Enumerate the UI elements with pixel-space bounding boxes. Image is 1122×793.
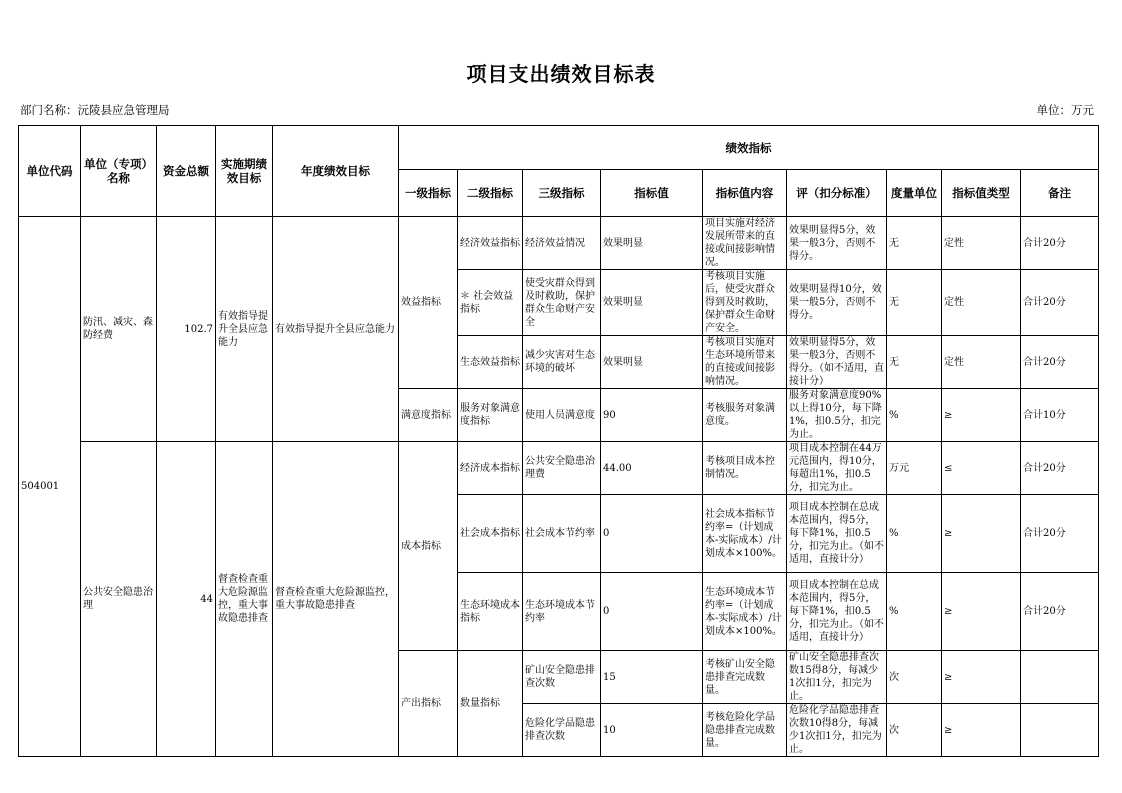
type-cell: ≥ xyxy=(942,704,1021,757)
remark-cell xyxy=(1021,651,1099,704)
value-cell: 0 xyxy=(601,573,703,651)
header-type: 指标值类型 xyxy=(942,170,1021,217)
value-cell: 效果明显 xyxy=(601,270,703,336)
value-cell: 10 xyxy=(601,704,703,757)
level3-cell: 减少灾害对生态环境的破坏 xyxy=(523,336,601,389)
content-cell: 考核项目实施后，使受灾群众得到及时救助，保护群众生命财产安全。 xyxy=(703,270,787,336)
remark-cell xyxy=(1021,704,1099,757)
value-cell: 15 xyxy=(601,651,703,704)
level3-cell: 使受灾群众得到及时救助，保护群众生命财产安全 xyxy=(523,270,601,336)
header-level3: 三级指标 xyxy=(523,170,601,217)
level2-cell: 数量指标 xyxy=(458,651,523,757)
content-cell: 社会成本指标节约率=（计划成本-实际成本）/计划成本×100%。 xyxy=(703,495,787,573)
level3-cell: 矿山安全隐患排查次数 xyxy=(523,651,601,704)
score-cell: 服务对象满意度90%以上得10分，每下降1%，扣0.5分，扣完为止。 xyxy=(787,389,887,442)
level3-cell: 社会成本节约率 xyxy=(523,495,601,573)
project-funds-cell: 102.7 xyxy=(157,217,216,442)
header-unit-code: 单位代码 xyxy=(19,126,81,217)
measure-cell: % xyxy=(887,389,942,442)
measure-cell: 无 xyxy=(887,270,942,336)
level2-cell: 经济成本指标 xyxy=(458,442,523,495)
header-funds: 资金总额 xyxy=(157,126,216,217)
currency-unit: 单位：万元 xyxy=(1036,103,1094,117)
project-name-cell: 公共安全隐患治理 xyxy=(81,442,157,757)
level2-cell: 生态环境成本指标 xyxy=(458,573,523,651)
header-unit-name: 单位（专项）名称 xyxy=(81,126,157,217)
annual-goal-cell: 督查检查重大危险源监控，重大事故隐患排查 xyxy=(273,442,399,757)
unit-code-cell: 504001 xyxy=(19,217,81,757)
header-row-1 xyxy=(19,126,1099,170)
value-cell: 效果明显 xyxy=(601,217,703,270)
level3-cell: 生态环境成本节约率 xyxy=(523,573,601,651)
header-content: 指标值内容 xyxy=(703,170,787,217)
level2-cell: 社会成本指标 xyxy=(458,495,523,573)
table-row xyxy=(19,442,1099,495)
remark-cell: 合计20分 xyxy=(1021,270,1099,336)
remark-cell: 合计20分 xyxy=(1021,442,1099,495)
project-funds-cell: 44 xyxy=(157,442,216,757)
level1-cell: 产出指标 xyxy=(399,651,458,757)
content-cell: 项目实施对经济发展所带来的直接或间接影响情况。 xyxy=(703,217,787,270)
score-cell: 项目成本控制在总成本范围内，得5分，每下降1%，扣0.5分，扣完为止。（如不适用，直接计分） xyxy=(787,495,887,573)
level1-cell: 满意度指标 xyxy=(399,389,458,442)
period-goal-cell: 督查检查重大危险源监控，重大事故隐患排查 xyxy=(216,442,273,757)
level1-cell: 效益指标 xyxy=(399,217,458,389)
remark-cell: 合计20分 xyxy=(1021,336,1099,389)
header-period-goal: 实施期绩效目标 xyxy=(216,126,273,217)
table-row xyxy=(19,217,1099,270)
score-cell: 项目成本控制在总成本范围内，得5分，每下降1%，扣0.5分，扣完为止。（如不适用，直接计分） xyxy=(787,573,887,651)
value-cell: 90 xyxy=(601,389,703,442)
remark-cell: 合计20分 xyxy=(1021,217,1099,270)
level1-cell: 成本指标 xyxy=(399,442,458,651)
value-cell: 44.00 xyxy=(601,442,703,495)
level3-cell: 危险化学品隐患排查次数 xyxy=(523,704,601,757)
level3-cell: 公共安全隐患治理费 xyxy=(523,442,601,495)
header-performance: 绩效指标 xyxy=(399,126,1099,170)
type-cell: 定性 xyxy=(942,270,1021,336)
measure-cell: 次 xyxy=(887,704,942,757)
type-cell: ≤ xyxy=(942,442,1021,495)
level2-cell: ＊ 社会效益指标 xyxy=(458,270,523,336)
measure-cell: 无 xyxy=(887,336,942,389)
content-cell: 生态环境成本节约率=（计划成本-实际成本）/计划成本×100%。 xyxy=(703,573,787,651)
period-goal-cell: 有效指导提升全县应急能力 xyxy=(216,217,273,442)
measure-cell: 万元 xyxy=(887,442,942,495)
type-cell: ≥ xyxy=(942,389,1021,442)
header-remark: 备注 xyxy=(1021,170,1099,217)
page-title: 项目支出绩效目标表 xyxy=(466,62,656,86)
measure-cell: % xyxy=(887,495,942,573)
remark-cell: 合计20分 xyxy=(1021,573,1099,651)
remark-cell: 合计20分 xyxy=(1021,495,1099,573)
type-cell: 定性 xyxy=(942,217,1021,270)
score-cell: 效果明显得5分，效果一般3分，否则不得分。（如不适用，直接计分） xyxy=(787,336,887,389)
measure-cell: 无 xyxy=(887,217,942,270)
measure-cell: % xyxy=(887,573,942,651)
remark-cell: 合计10分 xyxy=(1021,389,1099,442)
level3-cell: 经济效益情况 xyxy=(523,217,601,270)
department-name: 部门名称：沅陵县应急管理局 xyxy=(20,103,170,117)
content-cell: 考核项目实施对生态环境所带来的直接或间接影响情况。 xyxy=(703,336,787,389)
score-cell: 效果明显得10分，效果一般5分，否则不得分。 xyxy=(787,270,887,336)
score-cell: 效果明显得5分，效果一般3分，否则不得分。 xyxy=(787,217,887,270)
level2-cell: 服务对象满意度指标 xyxy=(458,389,523,442)
type-cell: ≥ xyxy=(942,495,1021,573)
project-name-cell: 防汛、减灾、森防经费 xyxy=(81,217,157,442)
level2-cell: 生态效益指标 xyxy=(458,336,523,389)
header-score: 评（扣分标准） xyxy=(787,170,887,217)
value-cell: 效果明显 xyxy=(601,336,703,389)
performance-table xyxy=(18,125,1099,757)
value-cell: 0 xyxy=(601,495,703,573)
content-cell: 考核矿山安全隐患排查完成数量。 xyxy=(703,651,787,704)
score-cell: 项目成本控制在44万元范围内，得10分，每超出1%，扣0.5分，扣完为止。 xyxy=(787,442,887,495)
level2-cell: 经济效益指标 xyxy=(458,217,523,270)
header-value: 指标值 xyxy=(601,170,703,217)
content-cell: 考核项目成本控制情况。 xyxy=(703,442,787,495)
score-cell: 危险化学品隐患排查次数10得8分，每减少1次扣1分，扣完为止。 xyxy=(787,704,887,757)
type-cell: ≥ xyxy=(942,573,1021,651)
content-cell: 考核服务对象满意度。 xyxy=(703,389,787,442)
type-cell: 定性 xyxy=(942,336,1021,389)
type-cell: ≥ xyxy=(942,651,1021,704)
header-annual-goal: 年度绩效目标 xyxy=(273,126,399,217)
annual-goal-cell: 有效指导提升全县应急能力 xyxy=(273,217,399,442)
content-cell: 考核危险化学品隐患排查完成数量。 xyxy=(703,704,787,757)
level3-cell: 使用人员满意度 xyxy=(523,389,601,442)
header-level2: 二级指标 xyxy=(458,170,523,217)
measure-cell: 次 xyxy=(887,651,942,704)
score-cell: 矿山安全隐患排查次数15得8分，每减少1次扣1分，扣完为止。 xyxy=(787,651,887,704)
header-level1: 一级指标 xyxy=(399,170,458,217)
header-measure: 度量单位 xyxy=(887,170,942,217)
